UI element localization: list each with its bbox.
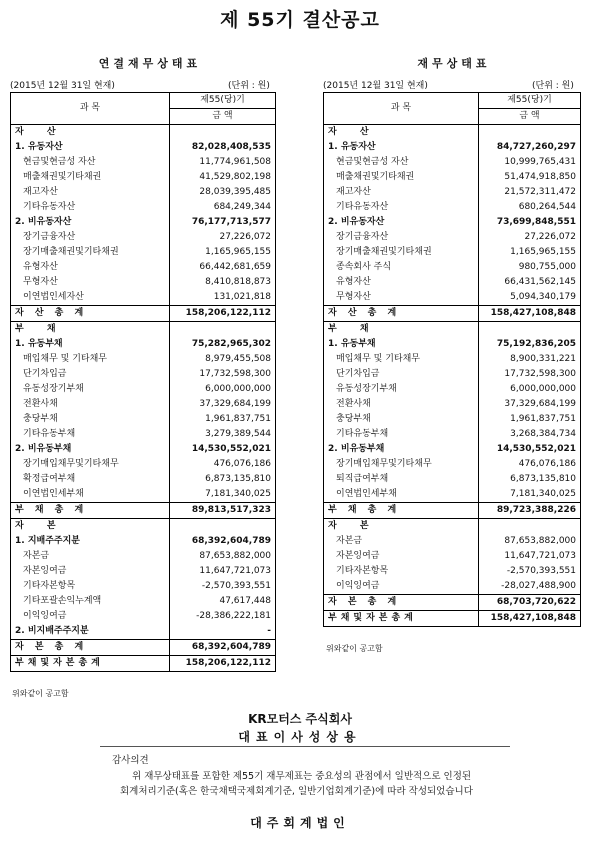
period-header: 제55(당)기 (170, 93, 276, 109)
account-label: 자 산 (328, 127, 379, 137)
auditor-name: 대주회계법인 (250, 816, 350, 830)
table-row (11, 215, 276, 230)
table-row (11, 275, 276, 290)
account-label: 단기차입금 (336, 369, 380, 379)
account-label: 유동성장기부채 (23, 384, 84, 394)
account-label: 장기매출채권및기타채권 (23, 247, 119, 257)
table-row (11, 352, 276, 367)
amount-value: 3,268,384,734 (479, 427, 581, 442)
table-row (11, 322, 276, 338)
table-row (11, 624, 276, 640)
amount-value: -28,027,488,900 (479, 579, 581, 595)
amount-value (479, 519, 581, 535)
amount-value: 68,392,604,789 (170, 534, 276, 549)
audit-opinion-line-2: 회계처리기준(혹은 한국채택국제회계기준, 일반기업회계기준)에 따라 작성되었습니다 (120, 786, 473, 797)
amount-value (170, 519, 276, 535)
amount-value: 680,264,544 (479, 200, 581, 215)
account-label: 자 산 총 계 (324, 306, 479, 322)
table-row (324, 200, 581, 215)
table-row (324, 595, 581, 611)
amount-value: 89,723,388,226 (479, 503, 581, 519)
table-row (324, 140, 581, 155)
table-row (11, 200, 276, 215)
amount-header: 금 액 (170, 109, 276, 125)
amount-value: 684,249,344 (170, 200, 276, 215)
amount-value: 75,282,965,302 (170, 337, 276, 352)
amount-value (479, 322, 581, 338)
amount-value: 89,813,517,323 (170, 503, 276, 519)
table-row (11, 549, 276, 564)
amount-value: 75,192,836,205 (479, 337, 581, 352)
amount-value: 476,076,186 (170, 457, 276, 472)
amount-value: 6,873,135,810 (170, 472, 276, 487)
account-label: 무형자산 (336, 292, 371, 302)
table-row (11, 306, 276, 322)
amount-value: 27,226,072 (479, 230, 581, 245)
account-label: 2. 비유동부채 (328, 444, 385, 454)
table-row (324, 427, 581, 442)
account-label: 자 본 (328, 521, 379, 531)
table-row (324, 170, 581, 185)
table-row (324, 215, 581, 230)
table-row (324, 397, 581, 412)
table-row (324, 412, 581, 427)
page-title: 제 55기 결산공고 (220, 9, 380, 31)
table-row (11, 609, 276, 624)
table-row (324, 534, 581, 549)
account-label: 유동성장기부채 (336, 384, 397, 394)
table-row (11, 397, 276, 412)
table-row (11, 534, 276, 549)
amount-value: 37,329,684,199 (170, 397, 276, 412)
table-row (11, 519, 276, 535)
account-header: 과 목 (324, 93, 479, 125)
table-row (324, 155, 581, 170)
amount-value: 1,165,965,155 (479, 245, 581, 260)
amount-value: 980,755,000 (479, 260, 581, 275)
consolidated-balance-sheet-table (10, 92, 276, 672)
amount-value: 7,181,340,025 (170, 487, 276, 503)
account-label: 1. 지배주주지분 (15, 536, 80, 546)
account-label: 재고자산 (23, 187, 58, 197)
account-label: 장기금융자산 (23, 232, 76, 242)
account-label: 이익잉여금 (23, 611, 67, 621)
account-label: 자본잉여금 (336, 551, 380, 561)
table-row (324, 549, 581, 564)
amount-value: 68,392,604,789 (170, 640, 276, 656)
amount-value: 8,900,331,221 (479, 352, 581, 367)
amount-value: 6,000,000,000 (479, 382, 581, 397)
account-label: 유형자산 (23, 262, 58, 272)
amount-value (170, 125, 276, 141)
table-row (11, 337, 276, 352)
ceo-name: 대표이사성상용 (238, 730, 362, 744)
table-row (324, 442, 581, 457)
table-row (11, 382, 276, 397)
table-row (324, 382, 581, 397)
account-label: 기타자본항목 (336, 566, 389, 576)
account-label: 재고자산 (336, 187, 371, 197)
amount-value: 10,999,765,431 (479, 155, 581, 170)
account-label: 전환사채 (336, 399, 371, 409)
account-label: 매출채권및기타채권 (23, 172, 102, 182)
account-label: 종속회사 주식 (336, 262, 392, 272)
account-label: 이연법인세자산 (23, 292, 84, 302)
table-row (324, 457, 581, 472)
table-row (11, 640, 276, 656)
audit-opinion-line-1: 위 재무상태표를 포함한 제55기 재무제표는 중요성의 관점에서 일반적으로 인정된 (132, 771, 472, 782)
account-label: 장기금융자산 (336, 232, 389, 242)
amount-value: 1,961,837,751 (170, 412, 276, 427)
amount-value: 41,529,802,198 (170, 170, 276, 185)
amount-value: 21,572,311,472 (479, 185, 581, 200)
amount-value: 131,021,818 (170, 290, 276, 306)
table-row (11, 230, 276, 245)
table-row (11, 442, 276, 457)
table-row (11, 140, 276, 155)
table-row (11, 155, 276, 170)
amount-value: 28,039,395,485 (170, 185, 276, 200)
account-label: 장기매출채권및기타채권 (336, 247, 432, 257)
account-label: 1. 유동부채 (15, 339, 63, 349)
amount-value: 11,647,721,073 (170, 564, 276, 579)
separate-note: 위와같이 공고함 (326, 644, 383, 653)
amount-value: 87,653,882,000 (170, 549, 276, 564)
separate-balance-sheet-table (323, 92, 581, 627)
account-label: 매입채무 및 기타채무 (23, 354, 107, 364)
amount-value: 47,617,448 (170, 594, 276, 609)
table-row (324, 337, 581, 352)
account-label: 1. 유동자산 (328, 142, 376, 152)
amount-value: 1,165,965,155 (170, 245, 276, 260)
amount-value (170, 322, 276, 338)
amount-value: 27,226,072 (170, 230, 276, 245)
separate-statement-title: 재무상태표 (417, 57, 491, 70)
amount-value: 14,530,552,021 (479, 442, 581, 457)
period-header: 제55(당)기 (479, 93, 581, 109)
amount-value: 158,206,122,112 (170, 656, 276, 672)
amount-value: 66,431,562,145 (479, 275, 581, 290)
amount-value: 6,000,000,000 (170, 382, 276, 397)
amount-value: 8,410,818,873 (170, 275, 276, 290)
amount-value: 8,979,455,508 (170, 352, 276, 367)
amount-value: 84,727,260,297 (479, 140, 581, 155)
account-label: 단기차입금 (23, 369, 67, 379)
table-row (11, 579, 276, 594)
account-label: 기타유동자산 (336, 202, 389, 212)
table-row (324, 472, 581, 487)
amount-value: 3,279,389,544 (170, 427, 276, 442)
account-label: 이연법인세부채 (23, 489, 84, 499)
account-label: 자본금 (336, 536, 363, 546)
account-label: 부 채 (328, 324, 379, 334)
account-label: 자본금 (23, 551, 50, 561)
consolidated-statement-title: 연결재무상태표 (98, 57, 202, 70)
footer-divider (100, 746, 510, 747)
account-label: 기타유동부채 (336, 429, 389, 439)
account-label: 부채및자본총계 (324, 611, 479, 627)
amount-value: 17,732,598,300 (479, 367, 581, 382)
amount-value: 7,181,340,025 (479, 487, 581, 503)
amount-value: 11,647,721,073 (479, 549, 581, 564)
account-label: 부 채 총 계 (324, 503, 479, 519)
account-label: 유형자산 (336, 277, 371, 287)
amount-header: 금 액 (479, 109, 581, 125)
account-label: 충당부채 (336, 414, 371, 424)
account-label: 1. 유동부채 (328, 339, 376, 349)
table-row (324, 230, 581, 245)
account-label: 전환사채 (23, 399, 58, 409)
amount-value: 11,774,961,508 (170, 155, 276, 170)
account-label: 현금및현금성 자산 (336, 157, 409, 167)
table-row (324, 322, 581, 338)
account-label: 장기매입채무및기타채무 (23, 459, 119, 469)
account-label: 1. 유동자산 (15, 142, 63, 152)
table-row (11, 503, 276, 519)
account-label: 2. 비유동자산 (15, 217, 72, 227)
amount-value: 76,177,713,577 (170, 215, 276, 230)
table-row (324, 185, 581, 200)
company-name: KR모터스 주식회사 (248, 712, 352, 726)
account-label: 자 산 총 계 (11, 306, 170, 322)
amount-value: 51,474,918,850 (479, 170, 581, 185)
account-label: 현금및현금성 자산 (23, 157, 96, 167)
table-row (11, 564, 276, 579)
account-label: 기타유동부채 (23, 429, 76, 439)
amount-value: 37,329,684,199 (479, 397, 581, 412)
amount-value: 68,703,720,622 (479, 595, 581, 611)
account-label: 자본잉여금 (23, 566, 67, 576)
account-label: 2. 비지배주주지분 (15, 626, 89, 636)
amount-value: -28,386,222,181 (170, 609, 276, 624)
table-row (11, 427, 276, 442)
amount-value: 158,206,122,112 (170, 306, 276, 322)
account-label: 부 채 총 계 (11, 503, 170, 519)
consolidated-date: (2015년 12월 31일 현재) (10, 81, 115, 91)
account-label: 이익잉여금 (336, 581, 380, 591)
consolidated-note: 위와같이 공고함 (12, 689, 69, 698)
account-label: 기타자본항목 (23, 581, 76, 591)
audit-opinion-title: 감사의견 (112, 755, 149, 766)
table-row (324, 503, 581, 519)
amount-value: 5,094,340,179 (479, 290, 581, 306)
table-row (324, 487, 581, 503)
account-label: 기타포괄손익누계액 (23, 596, 102, 606)
table-row (11, 367, 276, 382)
table-row (324, 367, 581, 382)
table-row (324, 125, 581, 141)
account-label: 부채및자본총계 (11, 656, 170, 672)
separate-unit: (단위 : 원) (532, 81, 574, 91)
amount-value: 1,961,837,751 (479, 412, 581, 427)
account-label: 매출채권및기타채권 (336, 172, 415, 182)
account-label: 2. 비유동부채 (15, 444, 72, 454)
table-row (11, 290, 276, 306)
account-label: 기타유동자산 (23, 202, 76, 212)
table-row (11, 487, 276, 503)
amount-value: 87,653,882,000 (479, 534, 581, 549)
amount-value: 6,873,135,810 (479, 472, 581, 487)
amount-value: 158,427,108,848 (479, 306, 581, 322)
account-label: 충당부채 (23, 414, 58, 424)
table-row (324, 352, 581, 367)
amount-value: - (170, 624, 276, 640)
account-label: 부 채 (15, 324, 66, 334)
table-row (324, 519, 581, 535)
table-row (324, 245, 581, 260)
table-row (11, 245, 276, 260)
account-label: 자 산 (15, 127, 66, 137)
consolidated-unit: (단위 : 원) (228, 81, 270, 91)
table-row (11, 472, 276, 487)
table-row (11, 125, 276, 141)
table-row (324, 306, 581, 322)
table-row (324, 564, 581, 579)
account-label: 이연법인세부채 (336, 489, 397, 499)
amount-value (479, 125, 581, 141)
amount-value: -2,570,393,551 (479, 564, 581, 579)
table-row (11, 170, 276, 185)
table-row (11, 412, 276, 427)
amount-value: -2,570,393,551 (170, 579, 276, 594)
table-row (11, 260, 276, 275)
table-row (324, 275, 581, 290)
amount-value: 476,076,186 (479, 457, 581, 472)
account-label: 장기매입채무및기타채무 (336, 459, 432, 469)
table-row (11, 594, 276, 609)
amount-value: 82,028,408,535 (170, 140, 276, 155)
account-label: 퇴직급여부채 (336, 474, 389, 484)
table-row (11, 656, 276, 672)
amount-value: 66,442,681,659 (170, 260, 276, 275)
account-label: 매입채무 및 기타채무 (336, 354, 420, 364)
table-row (324, 260, 581, 275)
account-header: 과 목 (11, 93, 170, 125)
account-label: 자 본 총 계 (324, 595, 479, 611)
table-row (11, 457, 276, 472)
account-label: 자 본 총 계 (11, 640, 170, 656)
account-label: 확정급여부채 (23, 474, 76, 484)
table-row (324, 579, 581, 595)
amount-value: 17,732,598,300 (170, 367, 276, 382)
account-label: 자 본 (15, 521, 66, 531)
amount-value: 73,699,848,551 (479, 215, 581, 230)
account-label: 무형자산 (23, 277, 58, 287)
amount-value: 158,427,108,848 (479, 611, 581, 627)
account-label: 2. 비유동자산 (328, 217, 385, 227)
table-row (11, 185, 276, 200)
amount-value: 14,530,552,021 (170, 442, 276, 457)
table-row (324, 611, 581, 627)
separate-date: (2015년 12월 31일 현재) (323, 81, 428, 91)
table-row (324, 290, 581, 306)
